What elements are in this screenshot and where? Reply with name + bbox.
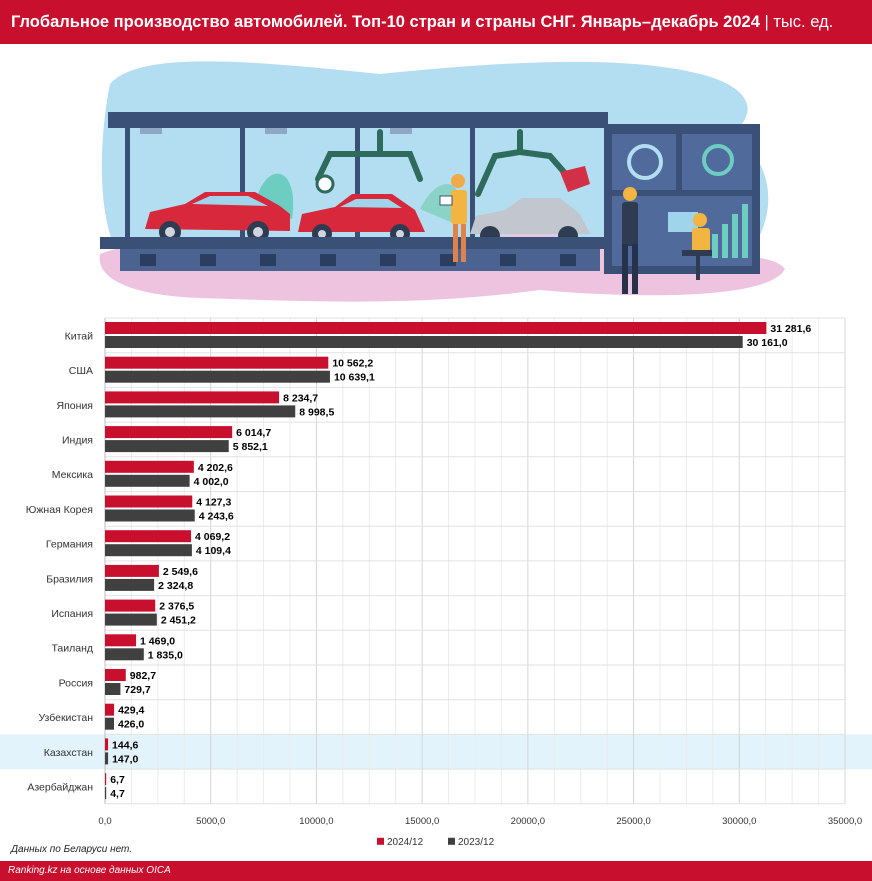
data-label: 4 243,6: [198, 510, 234, 523]
data-label: 30 161,0: [746, 337, 788, 349]
data-label: 6 014,7: [236, 427, 272, 440]
category-label: Испания: [51, 607, 93, 620]
legend-swatch-2023: [448, 838, 455, 845]
data-label: 8 234,7: [283, 392, 319, 405]
category-label: Япония: [56, 399, 93, 412]
category-label: Казахстан: [43, 746, 93, 759]
data-label: 8 998,5: [299, 406, 335, 419]
bar-2023: [105, 579, 154, 591]
data-label: 982,7: [129, 670, 157, 682]
x-tick-label: 20000,0: [510, 815, 546, 827]
source-footer: Ranking.kz на основе данных OICA: [0, 861, 872, 881]
data-label: 4,7: [110, 788, 125, 801]
bar-2024: [105, 391, 279, 403]
bar-2024: [105, 669, 126, 681]
data-label: 4 069,2: [195, 531, 231, 544]
category-label: Бразилия: [46, 573, 93, 586]
bar-2023: [105, 787, 106, 799]
bar-2024: [105, 600, 155, 612]
data-label: 4 202,6: [197, 461, 233, 474]
data-label: 429,4: [118, 704, 145, 717]
data-label: 2 549,6: [162, 565, 198, 578]
category-label: Таиланд: [51, 642, 93, 655]
bar-2023: [105, 752, 108, 764]
data-label: 5 852,1: [232, 441, 268, 454]
bar-2023: [105, 544, 192, 556]
bar-2023: [105, 475, 190, 487]
bar-2024: [105, 426, 232, 438]
category-label: Индия: [61, 434, 93, 447]
data-label: 1 469,0: [140, 635, 176, 648]
title-bar: [0, 0, 872, 44]
bar-2023: [105, 405, 295, 417]
bar-2024: [105, 773, 106, 785]
bar-2024: [105, 496, 192, 508]
x-tick-label: 30000,0: [722, 815, 757, 827]
x-tick-label: 10000,0: [299, 815, 334, 827]
car-factory-illustration: [0, 44, 872, 309]
legend-swatch-2024: [377, 838, 384, 845]
title-separator: |: [764, 13, 769, 31]
category-label: Азербайджан: [27, 781, 93, 794]
bar-2023: [105, 510, 195, 522]
bar-2024: [105, 530, 191, 542]
footnote: Данных по Беларуси нет.: [11, 844, 133, 855]
x-tick-label: 15000,0: [404, 815, 440, 827]
x-tick-label: 25000,0: [616, 815, 651, 827]
bar-2024: [105, 738, 108, 750]
legend-label: 2023/12: [458, 836, 495, 848]
category-label: США: [68, 365, 93, 378]
data-label: 144,6: [112, 739, 139, 752]
chart-title: Глобальное производство автомобилей. Топ-10 стран и страны СНГ. Январь–декабрь 2024: [11, 13, 760, 31]
category-label: Мексика: [51, 469, 93, 482]
data-label: 4 002,0: [193, 475, 229, 488]
data-label: 426,0: [118, 718, 145, 731]
bar-2023: [105, 614, 157, 626]
bar-2023: [105, 336, 743, 348]
data-label: 4 109,4: [195, 545, 231, 558]
chart-unit: тыс. ед.: [773, 13, 834, 31]
bar-2024: [105, 461, 194, 473]
category-label: Германия: [45, 538, 93, 551]
bar-2023: [105, 683, 120, 695]
bar-2024: [105, 704, 114, 716]
category-label: Россия: [58, 677, 93, 690]
x-tick-label: 5000,0: [196, 815, 226, 827]
legend-label: 2024/12: [387, 836, 424, 848]
data-label: 729,7: [124, 684, 151, 696]
x-tick-label: 35000,0: [827, 815, 863, 827]
production-bar-chart: [0, 310, 872, 860]
data-label: 1 835,0: [147, 649, 183, 662]
data-label: 31 281,6: [770, 323, 812, 335]
data-label: 6,7: [110, 774, 125, 787]
category-label: Китай: [64, 330, 93, 343]
data-label: 10 639,1: [333, 371, 375, 384]
bar-2023: [105, 440, 229, 452]
data-label: 147,0: [112, 753, 139, 766]
bar-2024: [105, 357, 328, 369]
bar-2024: [105, 634, 136, 646]
data-label: 2 451,2: [160, 614, 196, 627]
bar-2023: [105, 718, 114, 730]
data-label: 2 324,8: [158, 579, 194, 592]
data-label: 4 127,3: [196, 496, 232, 509]
bar-2024: [105, 565, 159, 577]
data-label: 2 376,5: [159, 600, 195, 613]
x-tick-label: 0,0: [98, 815, 112, 827]
data-label: 10 562,2: [332, 357, 374, 370]
category-label: Южная Корея: [25, 503, 93, 516]
bar-2023: [105, 371, 330, 383]
bar-2024: [105, 322, 766, 334]
bar-2023: [105, 648, 144, 660]
category-label: Узбекистан: [38, 712, 93, 725]
